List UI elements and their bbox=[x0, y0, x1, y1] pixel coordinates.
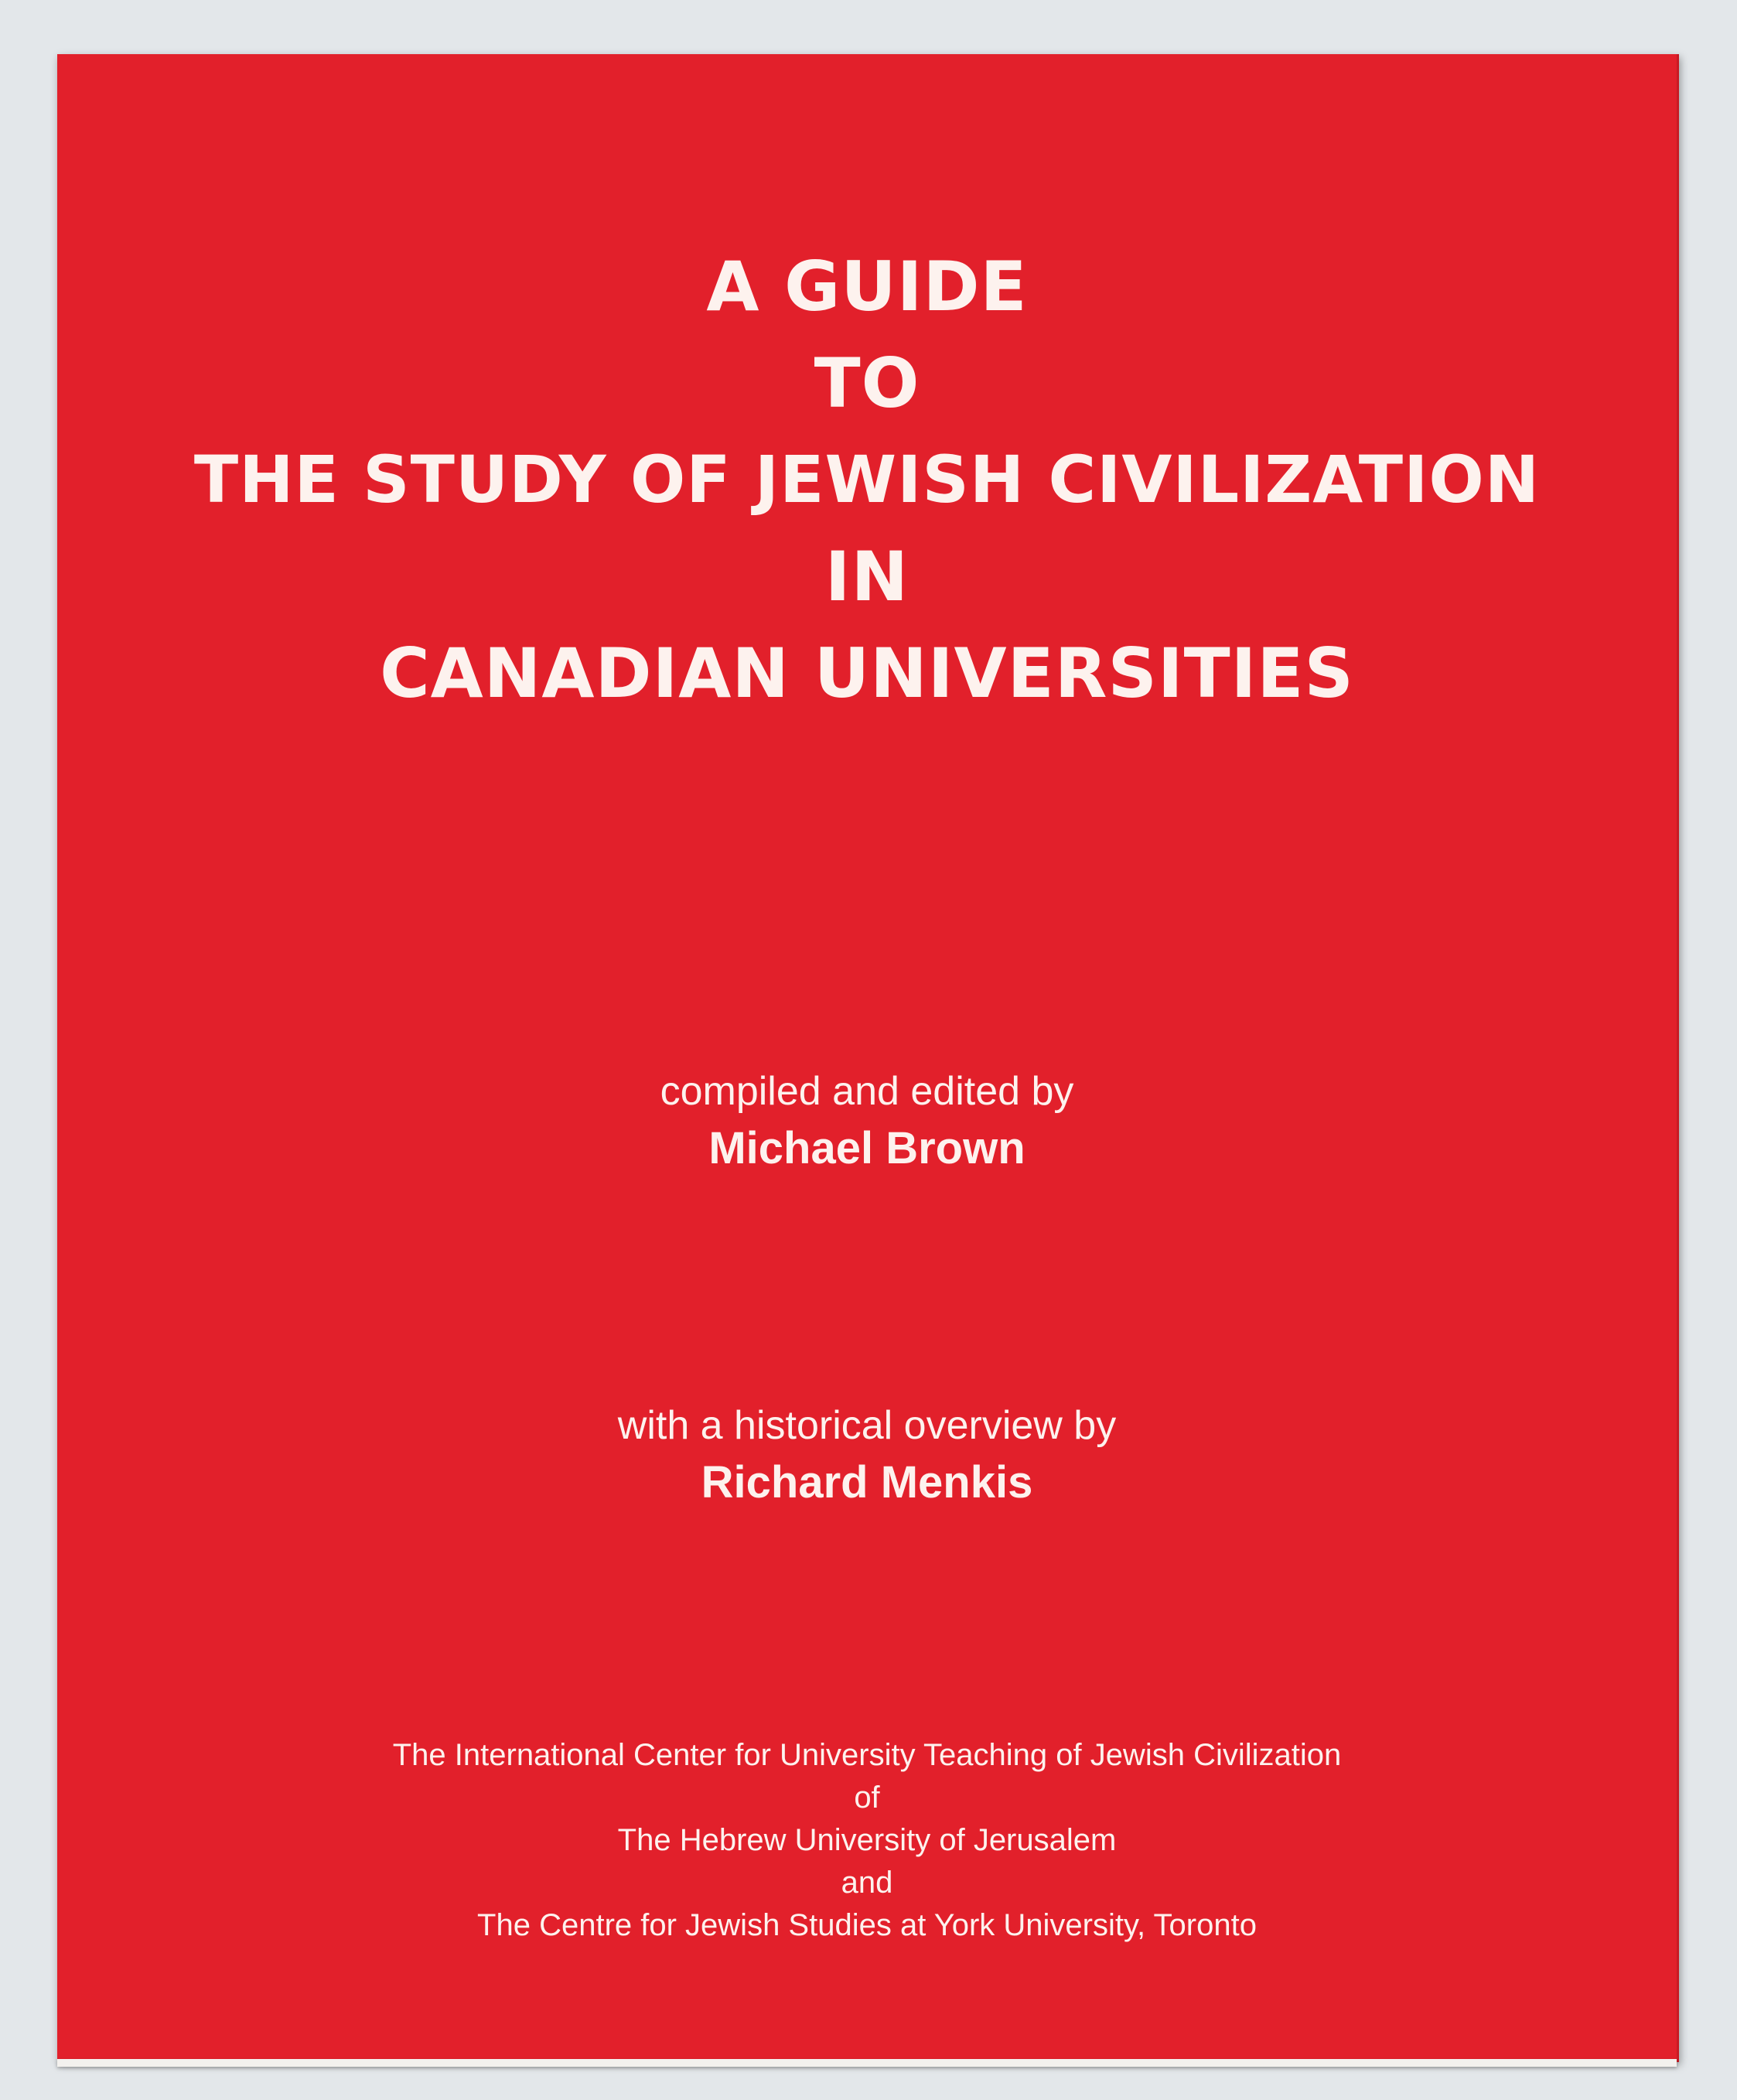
publisher-line: and bbox=[841, 1866, 893, 1900]
publisher-line: The Hebrew University of Jerusalem bbox=[617, 1823, 1117, 1857]
overview-label: with a historical overview by bbox=[617, 1403, 1117, 1448]
compiler-name: Michael Brown bbox=[708, 1123, 1025, 1173]
compiled-label: compiled and edited by bbox=[660, 1069, 1074, 1114]
title-line: IN bbox=[824, 537, 909, 616]
publisher-line: The International Center for University Teaching of Jewish Civilization bbox=[392, 1738, 1342, 1772]
page-edge bbox=[57, 2059, 1677, 2067]
publisher-line: The Centre for Jewish Studies at York University, Toronto bbox=[477, 1908, 1257, 1942]
title-line: TO bbox=[814, 343, 920, 423]
publisher-info bbox=[57, 1734, 1677, 1947]
compiler-credit bbox=[57, 1064, 1677, 1179]
title-line: THE STUDY OF JEWISH CIVILIZATION bbox=[193, 442, 1541, 517]
title-line: CANADIAN UNIVERSITIES bbox=[380, 633, 1354, 713]
book-cover bbox=[57, 54, 1679, 2062]
overview-author: Richard Menkis bbox=[701, 1457, 1033, 1508]
publisher-line: of bbox=[854, 1781, 880, 1815]
book-title bbox=[57, 238, 1677, 722]
title-line: A GUIDE bbox=[706, 247, 1028, 326]
overview-credit bbox=[57, 1398, 1677, 1513]
